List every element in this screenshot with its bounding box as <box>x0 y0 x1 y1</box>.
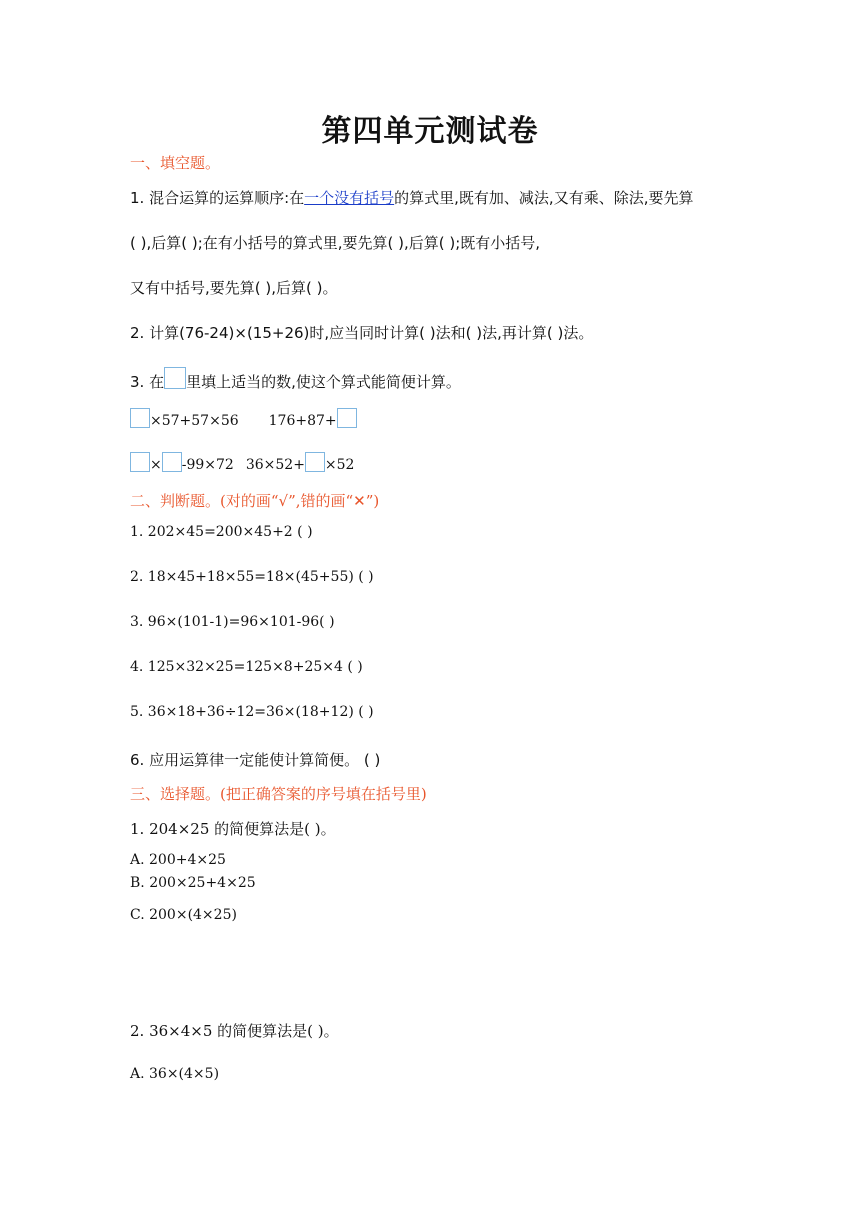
answer-box[interactable] <box>130 408 150 428</box>
judge-item-1: 1. 202×45=200×45+2 ( ) <box>130 524 313 540</box>
choice-q2: 2. 36×4×5 的简便算法是( )。 <box>130 1022 339 1040</box>
answer-box[interactable] <box>164 367 186 389</box>
q3-expr-3: × <box>150 457 162 473</box>
judge-item-5: 5. 36×18+36÷12=36×(18+12) ( ) <box>130 704 374 720</box>
page-title: 第四单元测试卷 <box>321 114 539 149</box>
q3-expression-row-2 <box>130 452 354 473</box>
section-judge-heading: 二、判断题。(对的画“√”,错的画“✕”) <box>130 492 380 510</box>
q1-line-1-text-a: 1. 混合运算的运算顺序:在 <box>130 189 305 207</box>
q3-text-a: 3. 在 <box>130 373 165 391</box>
choice-q1-option-c: C. 200×(4×25) <box>130 907 237 923</box>
q1-highlight-link[interactable]: 一个没有括号 <box>304 189 395 207</box>
judge-item-4: 4. 125×32×25=125×8+25×4 ( ) <box>130 659 363 675</box>
choice-q2-option-a: A. 36×(4×5) <box>130 1066 220 1082</box>
q3-expr-1: ×57+57×56 <box>150 413 239 429</box>
q3-expr-4: -99×72 <box>181 457 234 473</box>
q3-expression-row-1 <box>130 408 357 429</box>
q1-line-3: 又有中括号,要先算( ),后算( )。 <box>130 279 338 297</box>
answer-box[interactable] <box>305 452 325 472</box>
section-fill-heading: 一、填空题。 <box>130 154 221 172</box>
q1-line-1 <box>130 187 693 208</box>
judge-item-3: 3. 96×(101-1)=96×101-96( ) <box>130 614 335 630</box>
q1-line-1-text-b: 的算式里,既有加、减法,又有乘、除法,要先算 <box>394 189 694 207</box>
answer-box[interactable] <box>337 408 357 428</box>
choice-q1: 1. 204×25 的简便算法是( )。 <box>130 820 336 838</box>
q2-line: 2. 计算(76-24)×(15+26)时,应当同时计算( )法和( )法,再计算( )法。 <box>130 324 594 342</box>
q3-expr-5: 36×52+ <box>245 457 305 473</box>
judge-item-6: 6. 应用运算律一定能使计算简便。 ( ) <box>130 751 381 769</box>
judge-item-2: 2. 18×45+18×55=18×(45+55) ( ) <box>130 569 374 585</box>
choice-q1-option-b: B. 200×25+4×25 <box>130 875 256 891</box>
q3-expr-6: ×52 <box>324 457 355 473</box>
answer-box[interactable] <box>130 452 150 472</box>
q1-line-2: ( ),后算( );在有小括号的算式里,要先算( ),后算( );既有小括号, <box>130 234 541 252</box>
choice-q1-option-a: A. 200+4×25 <box>130 852 226 868</box>
q3-text-b: 里填上适当的数,使这个算式能简便计算。 <box>186 373 461 391</box>
section-choice-heading: 三、选择题。(把正确答案的序号填在括号里) <box>130 785 427 803</box>
answer-box[interactable] <box>162 452 182 472</box>
q3-expr-2: 176+87+ <box>268 413 337 429</box>
q3-line <box>130 367 461 392</box>
